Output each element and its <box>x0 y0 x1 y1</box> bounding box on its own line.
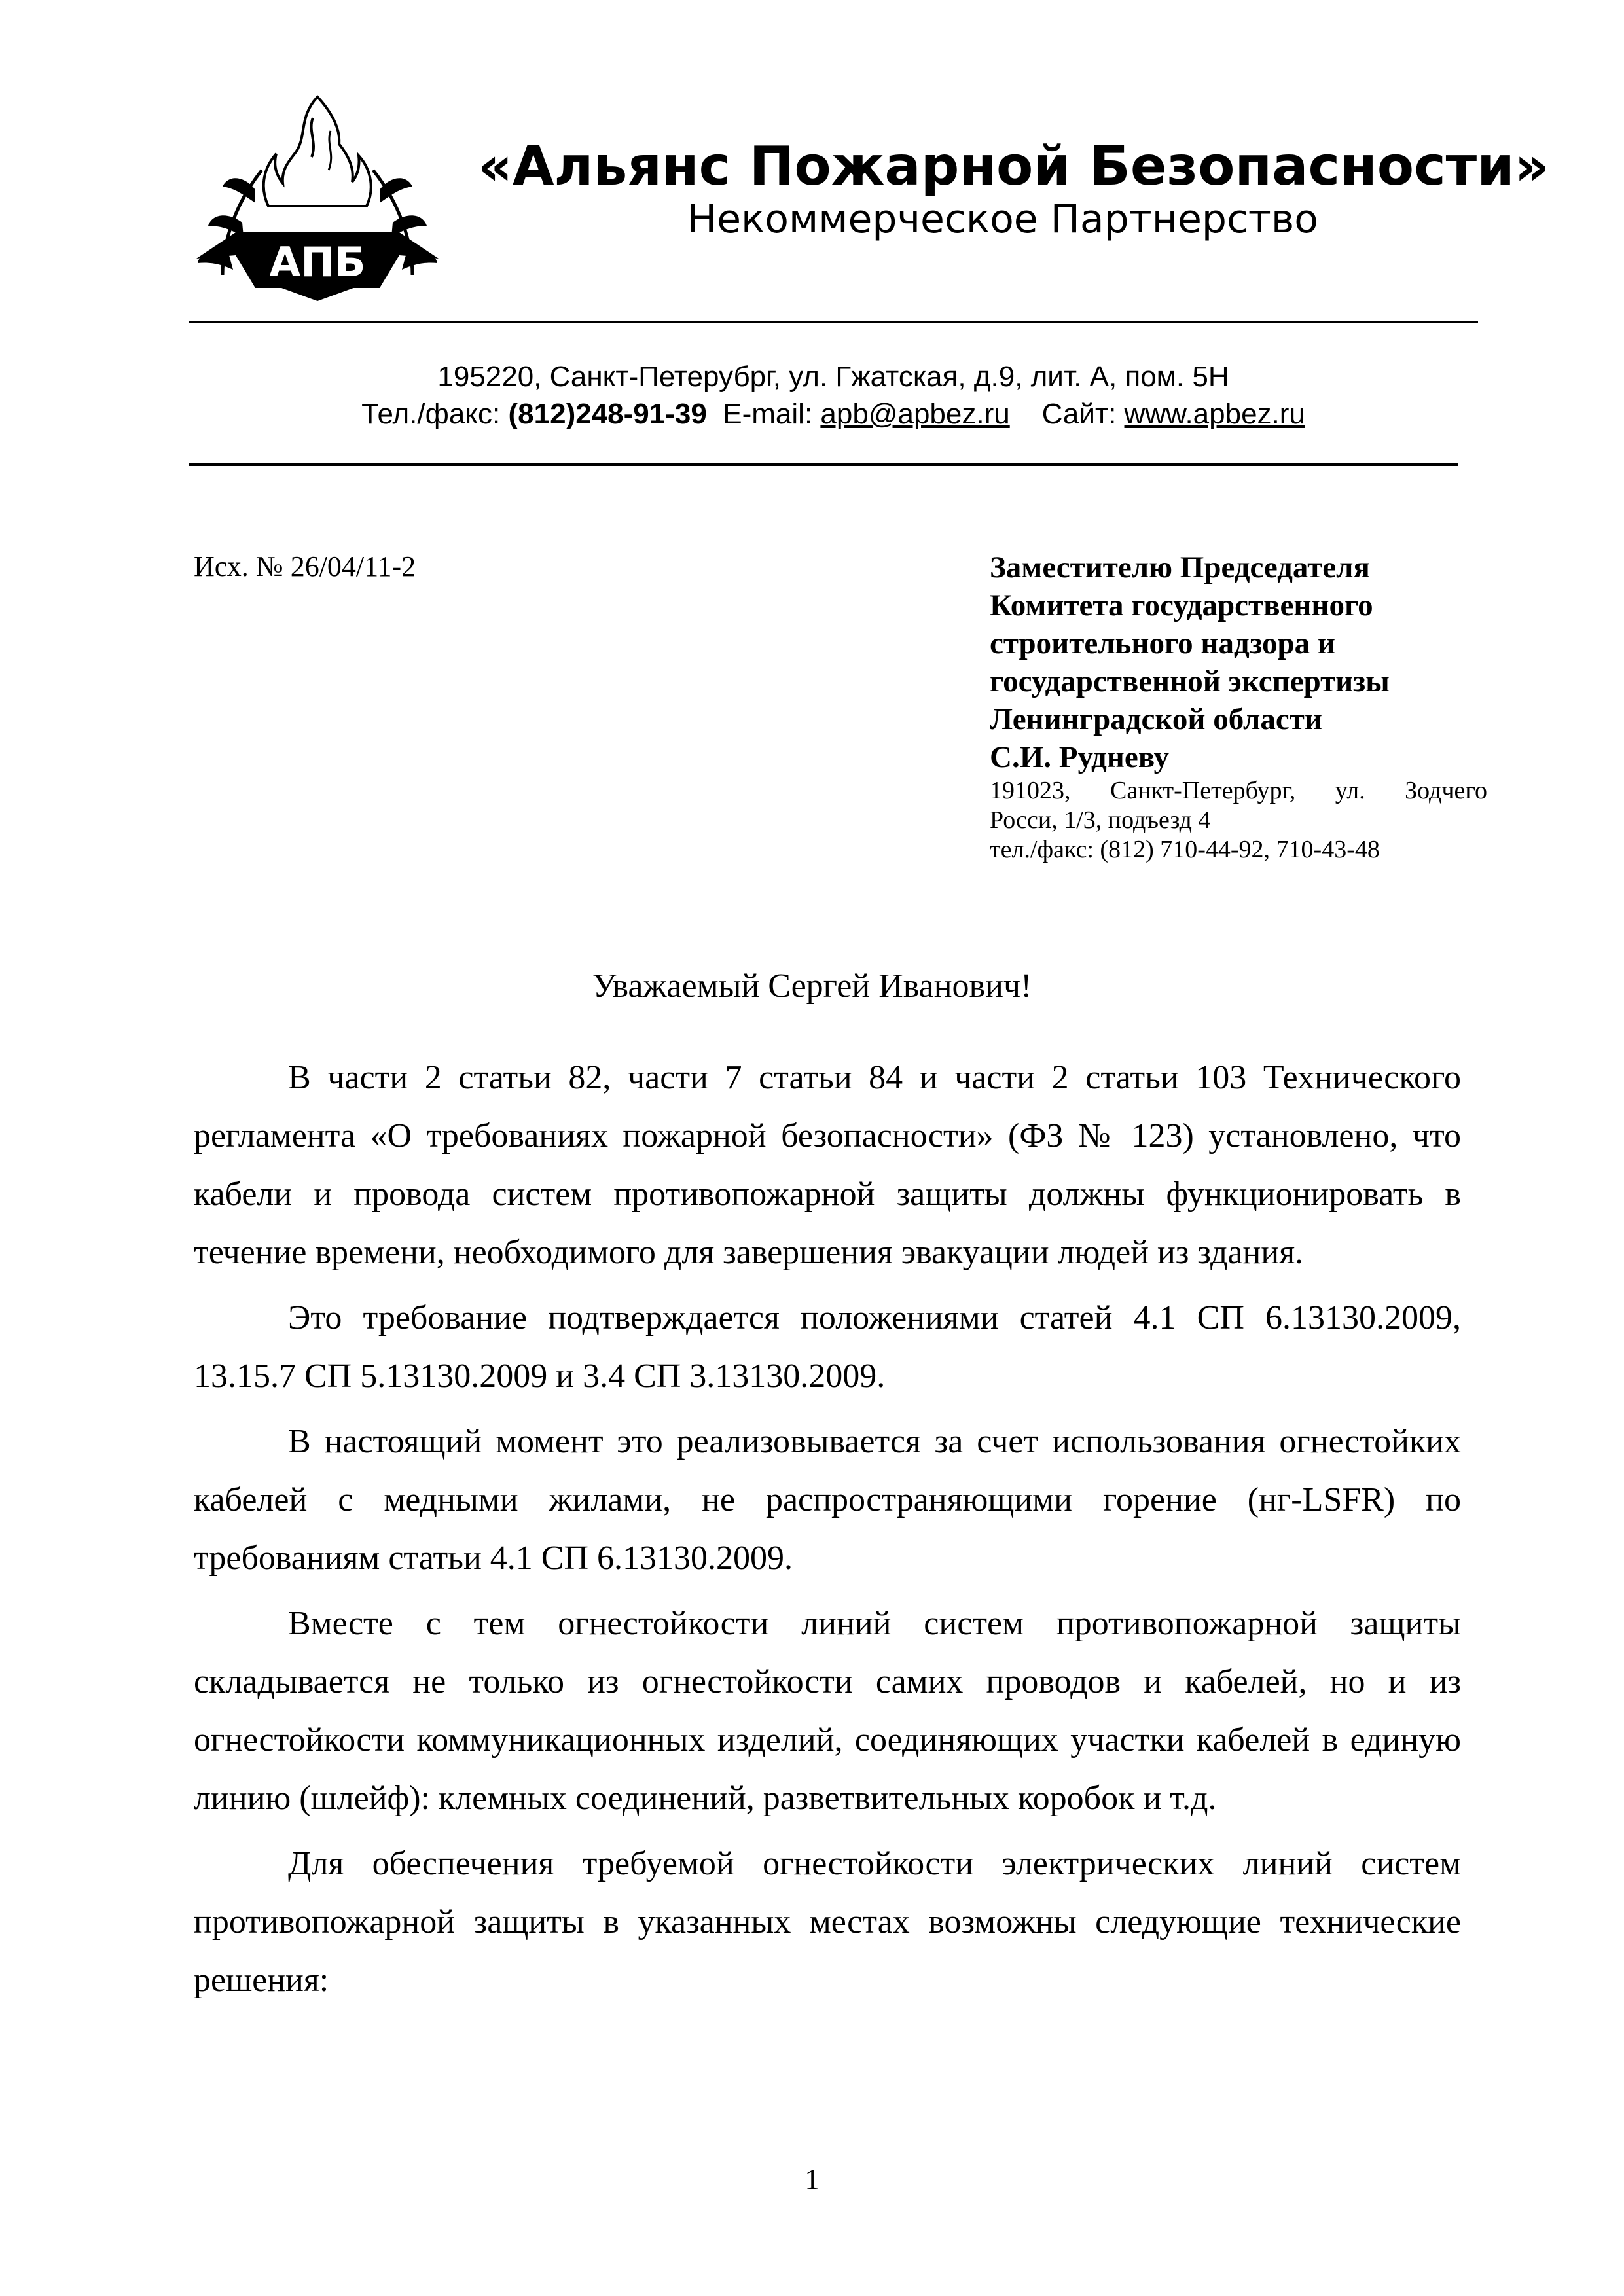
body-paragraph: В настоящий момент это реализовывается за счет использования огнестойких кабелей с медными жилами, не распространяющими горение (нг-LSFR) по требованиям статьи 4.1 СП 6.13130.2009. <box>194 1423 1461 1577</box>
site-label: Сайт: <box>1041 398 1125 430</box>
header-divider-bottom <box>189 463 1458 466</box>
addressee-phone-line: тел./факс: (812) 710-44-92, 710-43-48 <box>990 836 1380 863</box>
addressee-line: Ленинградской области <box>990 702 1322 736</box>
phone-label: Тел./факс: <box>361 398 509 430</box>
addressee-address-line: Росси, 1/3, подъезд 4 <box>990 806 1211 834</box>
page-number: 1 <box>804 2163 820 2195</box>
email-label: E-mail: <box>723 398 821 430</box>
addressee-name: С.И. Рудневу <box>990 740 1169 774</box>
contact-line <box>189 396 1478 433</box>
phone-value: (812)248-91-39 <box>508 398 707 430</box>
addressee-line: Комитета государственного <box>990 588 1373 622</box>
outgoing-reference-number: Исх. № 26/04/11-2 <box>194 550 416 583</box>
organization-subtitle: Некоммерческое Партнерство <box>687 196 1318 242</box>
email-link[interactable]: apb@apbez.ru <box>820 398 1010 430</box>
header-divider-top <box>189 321 1478 323</box>
body-paragraph: Для обеспечения требуемой огнестойкости электрических линий систем противопожарной защиты в указанных местах возможны следующие технические решения: <box>194 1845 1461 1999</box>
flame-icon <box>264 97 371 206</box>
site-link[interactable]: www.apbez.ru <box>1124 398 1305 430</box>
addressee-address-line: 191023, Санкт-Петербург, ул. Зодчего <box>990 777 1487 804</box>
logo-text: АПБ <box>269 238 366 286</box>
body-paragraph: Это требование подтверждается положениями статей 4.1 СП 6.13130.2009, 13.15.7 СП 5.13130.2009 и 3.4 СП 3.13130.2009. <box>194 1299 1461 1395</box>
organization-title: «Альянс Пожарной Безопасности» <box>478 135 1549 198</box>
organization-address: 195220, Санкт-Петерубрг, ул. Гжатская, д.9, лит. А, пом. 5Н <box>437 361 1229 393</box>
salutation: Уважаемый Сергей Иванович! <box>592 967 1032 1005</box>
body-paragraph: Вместе с тем огнестойкости линий систем противопожарной защиты складывается не только из огнестойкости самих проводов и кабелей, но и из огнестойкости коммуникационных изделий, соединяющих участки кабелей в единую линию (шлейф): клемных соединений, разветвительных коробок и т.д. <box>194 1605 1461 1817</box>
letter-body <box>194 1049 1461 2017</box>
addressee-line: государственной экспертизы <box>990 664 1390 698</box>
addressee-line: Заместителю Председателя <box>990 550 1370 584</box>
addressee-block <box>990 548 1487 865</box>
addressee-line: строительного надзора и <box>990 626 1335 660</box>
organization-logo <box>183 92 452 308</box>
body-paragraph: В части 2 статьи 82, части 7 статьи 84 и части 2 статьи 103 Технического регламента «О требованиях пожарной безопасности» (ФЗ № 123) установлено, что кабели и провода систем противопожарной защиты должны функционировать в течение времени, необходимого для завершения эвакуации людей из здания. <box>194 1059 1461 1271</box>
